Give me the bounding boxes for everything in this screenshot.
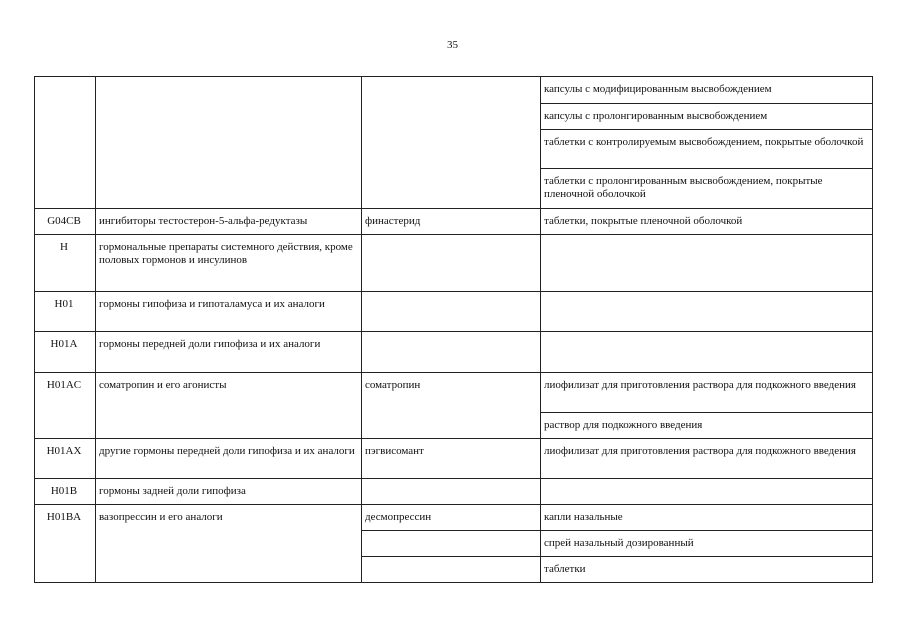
group-cell: соматропин и его агонисты [96,373,362,439]
atc-code-cell [35,77,96,209]
table-row [35,209,873,235]
drug-cell: пэгвисомант [362,439,541,479]
dosage-form-cell: таблетки, покрытые пленочной оболочкой [541,209,873,235]
table-row [35,505,873,531]
group-cell: гормоны передней доли гипофиза и их аналоги [96,332,362,373]
table-row [35,373,873,413]
dosage-form-cell: таблетки с пролонгированным высвобождением, покрытые пленочной оболочкой [541,169,873,209]
drug-cell [362,77,541,209]
table-row [35,77,873,104]
drug-cell: десмопрессин [362,505,541,531]
dosage-form-cell [541,479,873,505]
dosage-form-cell [541,332,873,373]
atc-code-cell: H01AX [35,439,96,479]
atc-code-cell: H01BA [35,505,96,583]
dosage-form-cell [541,292,873,332]
table-row [35,479,873,505]
group-cell: другие гормоны передней доли гипофиза и их аналоги [96,439,362,479]
dosage-form-cell: раствор для подкожного введения [541,413,873,439]
dosage-form-cell [541,235,873,292]
drug-cell: соматропин [362,373,541,439]
dosage-form-cell: капли назальные [541,505,873,531]
dosage-form-cell: таблетки с контролируемым высвобождением, покрытые оболочкой [541,130,873,169]
drug-cell: финастерид [362,209,541,235]
group-cell: ингибиторы тестостерон-5-альфа-редуктазы [96,209,362,235]
drug-cell [362,292,541,332]
group-cell [96,77,362,209]
dosage-form-cell: лиофилизат для приготовления раствора для подкожного введения [541,373,873,413]
atc-code-cell: G04CB [35,209,96,235]
group-cell: гормоны гипофиза и гипоталамуса и их аналоги [96,292,362,332]
group-cell: вазопрессин и его аналоги [96,505,362,583]
drug-cell [362,479,541,505]
atc-code-cell: H01 [35,292,96,332]
atc-code-cell: H [35,235,96,292]
drug-cell [362,235,541,292]
group-cell: гормоны задней доли гипофиза [96,479,362,505]
dosage-form-cell: капсулы с пролонгированным высвобождением [541,104,873,130]
table-row [35,292,873,332]
drug-cell [362,332,541,373]
dosage-form-cell: спрей назальный дозированный [541,531,873,557]
drug-table [34,76,873,583]
dosage-form-cell: таблетки [541,557,873,583]
drug-cell [362,557,541,583]
table-row [35,235,873,292]
drug-cell [362,531,541,557]
page-number: 35 [447,39,458,51]
dosage-form-cell: капсулы с модифицированным высвобождением [541,77,873,104]
table-row [35,332,873,373]
atc-code-cell: H01B [35,479,96,505]
group-cell: гормональные препараты системного действия, кроме половых гормонов и инсулинов [96,235,362,292]
atc-code-cell: H01AC [35,373,96,439]
table-row [35,439,873,479]
atc-code-cell: H01A [35,332,96,373]
dosage-form-cell: лиофилизат для приготовления раствора для подкожного введения [541,439,873,479]
